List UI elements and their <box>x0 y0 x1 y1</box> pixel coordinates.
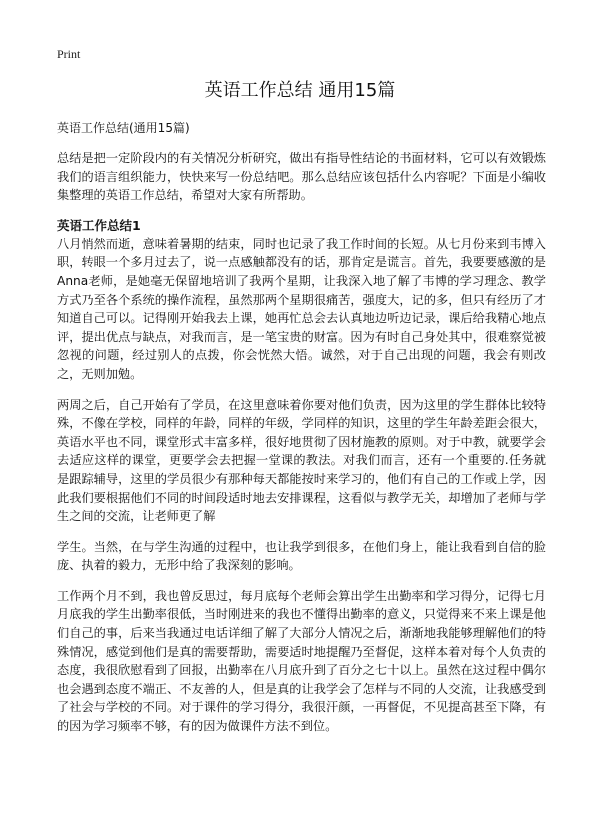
body-paragraph: 八月悄然而逝，意味着暑期的结束，同时也记录了我工作时间的长短。从七月份来到韦博入职，转眼一个多月过去了，说一点感触都没有的话，那肯定是谎言。首先，我要要感激的是Anna老师，是她毫无保留地培训了我两个星期，让我深入地了解了韦博的学习理念、教学方式乃至各个系统的操作流程，虽然那两个星期很痛苦，强度大，记的多，但只有经历了才知道自己可以。记得刚开始我去上课，她再忙总会去认真地边听边记录，课后给我精心地点评，提出优点与缺点，对我而言，是一笔宝贵的财富。因为有时自己身处其中，很难察觉被忽视的问题，经过别人的点拨，你会恍然大悟。诚然，对于自己出现的问题，我会有则改之，无则加勉。 <box>57 236 546 381</box>
intro-paragraph: 总结是把一定阶段内的有关情况分析研究，做出有指导性结论的书面材料，它可以有效锻炼我们的语言组织能力，快快来写一份总结吧。那么总结应该包括什么内容呢？下面是小编收集整理的英语工作总结，希望对大家有所帮助。 <box>57 151 546 203</box>
body-paragraph: 工作两个月不到，我也曾反思过，每月底每个老师会算出学生出勤率和学习得分，记得七月月底我的学生出勤率很低，当时刚进来的我也不懂得出勤率的意义，只觉得来不来上课是他们自己的事，后来当我通过电话详细了解了大部分人情况之后，渐渐地我能够理解他们的特殊情况，感觉到他们是真的需要帮助，需要适时地提醒乃至督促，这样本着对每个人负责的态度，我很欣慰看到了回报，出勤率在八月底升到了百分之七十以上。虽然在这过程中偶尔也会遇到态度不端正、不友善的人，但是真的让我学会了怎样与不同的人交流，让我感受到了社会与学校的不同。对于课件的学习得分，我很汗颜，一再督促，不见提高甚至下降，有的因为学习频率不够，有的因为做课件方法不到位。 <box>57 588 546 734</box>
body-paragraph: 两周之后，自己开始有了学员，在这里意味着你要对他们负责，因为这里的学生群体比较特殊，不像在学校，同样的年龄，同样的年级，学同样的知识，这里的学生年龄差距会很大，英语水平也不同，课堂形式丰富多样，很好地贯彻了因材施教的原则。对于中教，就要学会去适应这样的课堂，更要学会去把握一堂课的教法。对我们而言，还有一个重要的.任务就是跟踪辅导，这里的学员很少有那种每天都能按时来学习的，他们有自己的工作或上学，因此我们要根据他们不同的时间段适时地去安排课程，这看似与教学无关，却增加了老师与学生之间的交流，让老师更了解 <box>57 397 546 524</box>
section-heading: 英语工作总结1 <box>57 217 141 233</box>
print-link[interactable]: Print <box>57 47 81 61</box>
article-subtitle: 英语工作总结(通用15篇) <box>57 121 190 135</box>
article-body <box>57 119 546 748</box>
body-paragraph: 学生。当然，在与学生沟通的过程中，也让我学到很多，在他们身上，能让我看到自信的脸庞、执着的毅力，无形中给了我深刻的影响。 <box>57 539 546 573</box>
page-title: 英语工作总结 通用15篇 <box>204 80 396 101</box>
